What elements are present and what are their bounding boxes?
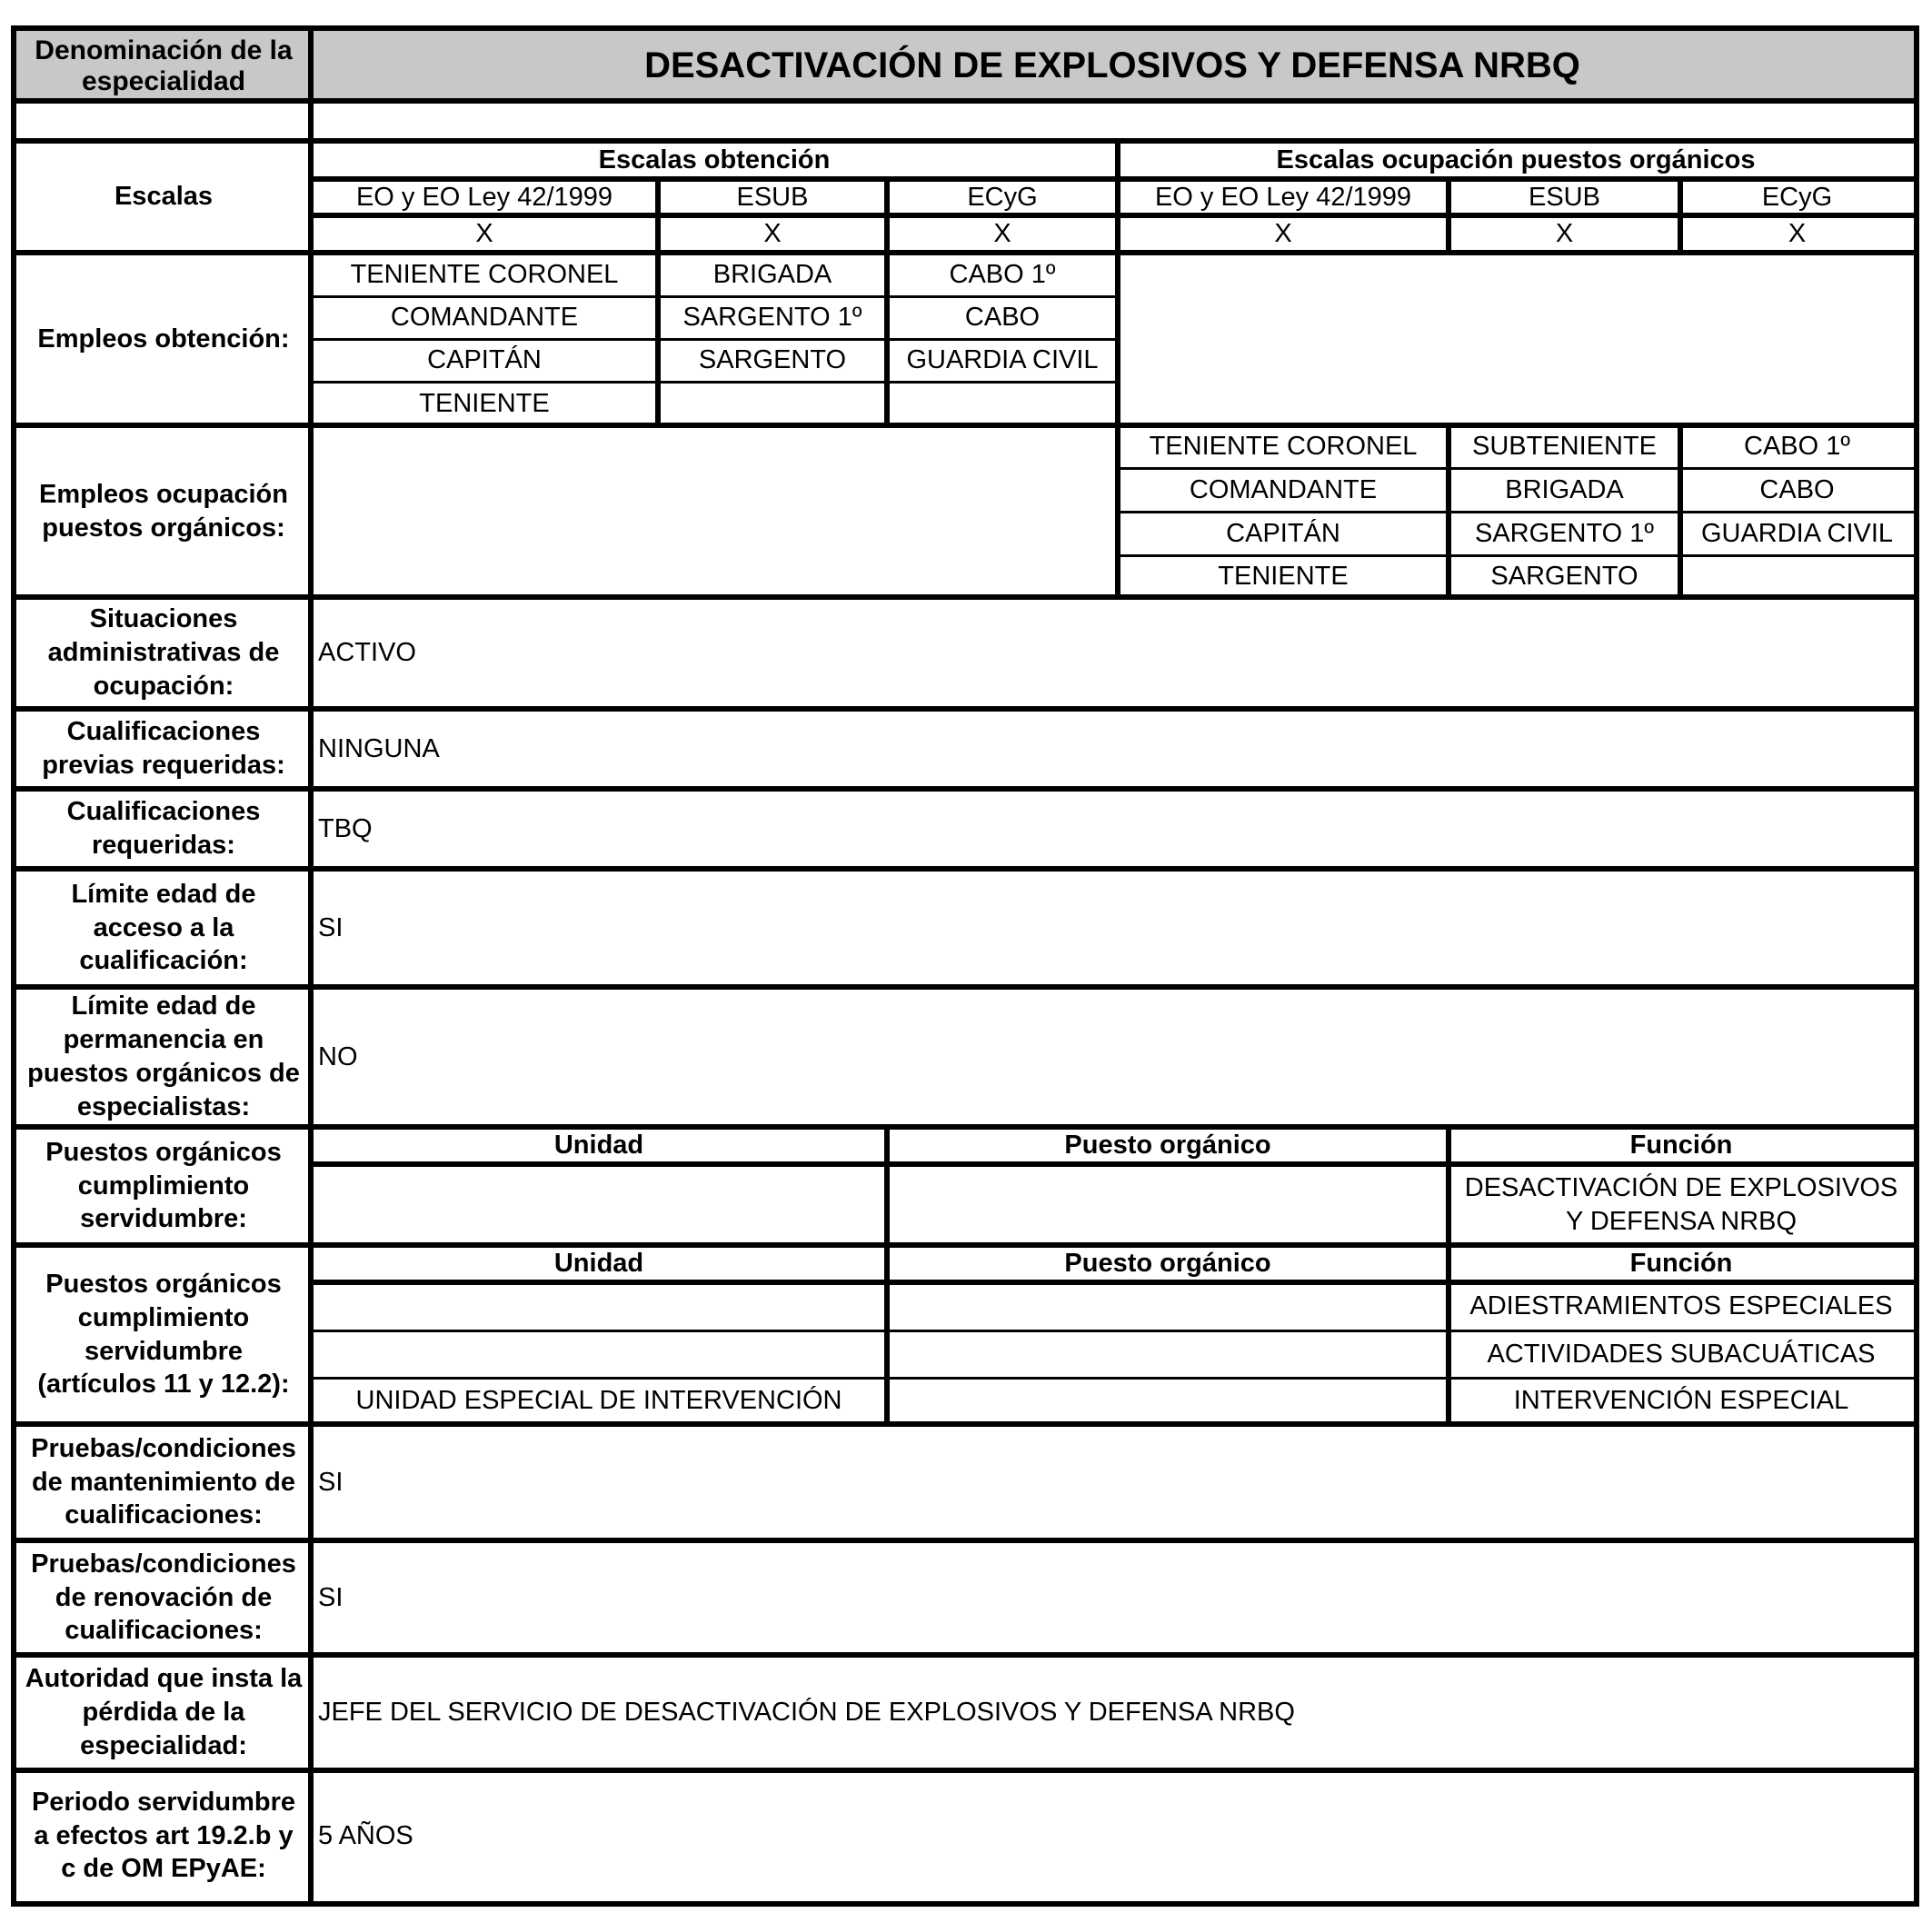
rule-h: [16, 423, 1914, 428]
escala-col-header: ESUB: [736, 182, 809, 212]
rule-h: [311, 381, 1118, 384]
empleo-cell: BRIGADA: [1505, 474, 1624, 504]
column-header: Unidad: [553, 1131, 644, 1161]
escalas-label: Escalas: [114, 182, 214, 212]
column-header: Función: [1629, 1249, 1733, 1279]
rule-h: [16, 1652, 1914, 1658]
rule-v: [1446, 1127, 1451, 1245]
rule-h: [1118, 467, 1914, 470]
periodo-value: 5 AÑOS: [318, 1820, 413, 1850]
escala-col-header: ECyG: [967, 182, 1038, 212]
rule-v: [1115, 425, 1120, 597]
situaciones-label: Situaciones administrativas de ocupación:: [47, 604, 280, 701]
empleo-cell: CABO: [1759, 474, 1835, 504]
rule-v: [655, 179, 661, 253]
rule-h: [16, 138, 1914, 144]
cualif-requeridas-label: Cualificaciones requeridas:: [66, 797, 261, 860]
rule-v: [1678, 179, 1683, 253]
empleo-cell: SARGENTO 1º: [1475, 518, 1654, 548]
cualif-requeridas-value: TBQ: [318, 813, 373, 843]
rule-h: [16, 1124, 1914, 1130]
rule-v: [1446, 179, 1451, 253]
puesto-cell: [887, 1330, 1449, 1378]
puestos-servidumbre-art-label: Puestos orgánicos cumplimiento servidumbre (artículos 11 y 12.2):: [37, 1269, 290, 1400]
rule-h: [311, 295, 1118, 298]
puesto-cell: [887, 1164, 1449, 1245]
rule-h: [311, 338, 1118, 341]
blank-cell: [16, 101, 311, 141]
column-header: Puesto orgánico: [1064, 1249, 1271, 1279]
puesto-cell: INTERVENCIÓN ESPECIAL: [1513, 1386, 1849, 1416]
escala-mark: X: [1555, 219, 1574, 249]
empleo-cell: CAPITÁN: [1226, 518, 1340, 548]
autoridad-label: Autoridad que insta la pérdida de la especialidad:: [25, 1664, 303, 1760]
escala-mark: X: [763, 219, 782, 249]
puesto-cell: ACTIVIDADES SUBACUÁTICAS: [1487, 1339, 1876, 1369]
empleo-cell: SARGENTO 1º: [682, 303, 862, 333]
rule-h: [16, 250, 1914, 255]
rule-h: [16, 98, 1914, 104]
specialty-table: [16, 31, 1914, 1901]
empleo-cell: COMANDANTE: [390, 303, 579, 333]
rule-h: [16, 866, 1914, 872]
rule-v: [884, 253, 890, 425]
escala-col-header: ESUB: [1529, 182, 1600, 212]
rule-v: [308, 31, 314, 1901]
cualif-previas-label: Cualificaciones previas requeridas:: [42, 717, 285, 780]
specialty-sheet: [11, 25, 1919, 1907]
rule-h: [16, 706, 1914, 712]
pruebas-mantenimiento-label: Pruebas/condiciones de mantenimiento de cualificaciones:: [31, 1433, 296, 1530]
rule-h: [16, 594, 1914, 600]
escala-mark: X: [993, 219, 1011, 249]
cualif-previas-value: NINGUNA: [318, 733, 440, 763]
rule-v: [1678, 425, 1683, 597]
rule-v: [884, 179, 890, 253]
empleos-obtencion-label: Empleos obtención:: [37, 324, 290, 354]
rule-h: [16, 786, 1914, 792]
empleo-cell: CABO 1º: [949, 259, 1056, 289]
empleo-cell: GUARDIA CIVIL: [1700, 518, 1894, 548]
rule-h: [1118, 554, 1914, 557]
empleo-cell: SARGENTO: [698, 345, 847, 375]
empleo-cell: TENIENTE: [419, 388, 550, 418]
limite-permanencia-value: NO: [318, 1041, 358, 1071]
specialty-title: DESACTIVACIÓN DE EXPLOSIVOS Y DEFENSA NRBQ: [311, 31, 1914, 101]
column-header: Unidad: [553, 1249, 644, 1279]
pruebas-renovacion-label: Pruebas/condiciones de renovación de cualificaciones:: [31, 1549, 296, 1646]
escala-col-header: EO y EO Ley 42/1999: [1154, 182, 1412, 212]
autoridad-value: JEFE DEL SERVICIO DE DESACTIVACIÓN DE EXPLOSIVOS Y DEFENSA NRBQ: [318, 1698, 1295, 1728]
rule-v: [1115, 179, 1120, 253]
rule-v: [1446, 425, 1451, 597]
situaciones-value: ACTIVO: [318, 638, 416, 668]
puesto-cell: [311, 1282, 887, 1330]
periodo-label: Periodo servidumbre a efectos art 19.2.b y c de OM EPyAE:: [31, 1787, 296, 1884]
rule-v: [884, 1127, 890, 1245]
puesto-cell: [311, 1164, 887, 1245]
puestos-servidumbre-label: Puestos orgánicos cumplimiento servidumbre:: [45, 1137, 282, 1234]
empleo-cell: GUARDIA CIVIL: [906, 345, 1099, 375]
puesto-cell: [887, 1282, 1449, 1330]
empleo-cell: TENIENTE CORONEL: [350, 259, 619, 289]
specialty-label: Denominación de la especialidad: [16, 31, 311, 101]
empleos-ocupacion-label: Empleos ocupación puestos orgánicos:: [39, 479, 288, 543]
rule-h: [311, 1161, 1914, 1167]
empleo-cell: CABO: [964, 303, 1041, 333]
puesto-cell: UNIDAD ESPECIAL DE INTERVENCIÓN: [355, 1386, 842, 1416]
rule-h: [311, 1330, 1914, 1332]
rule-v: [655, 253, 661, 425]
empleo-cell: SARGENTO: [1490, 561, 1638, 591]
escala-col-header: ECyG: [1761, 182, 1833, 212]
empleo-cell: COMANDANTE: [1189, 474, 1378, 504]
puesto-cell: [887, 1378, 1449, 1424]
blank-cell: [311, 101, 1914, 141]
limite-permanencia-label: Límite edad de permanencia en puestos orgánicos de especialistas:: [27, 991, 300, 1121]
rule-h: [16, 1538, 1914, 1543]
empleo-cell: BRIGADA: [712, 259, 832, 289]
column-header: Función: [1629, 1131, 1733, 1161]
escalas-ocupacion-title: Escalas ocupación puestos orgánicos: [1276, 144, 1756, 174]
rule-h: [1118, 511, 1914, 513]
escala-mark: X: [475, 219, 493, 249]
limite-acceso-label: Límite edad de acceso a la cualificación:: [71, 879, 256, 976]
empleo-cell: SUBTENIENTE: [1471, 432, 1658, 462]
rule-h: [16, 1242, 1914, 1248]
column-header: Puesto orgánico: [1064, 1131, 1271, 1161]
empleo-cell: CABO 1º: [1744, 432, 1850, 462]
puesto-cell: [311, 1330, 887, 1378]
rule-h: [311, 176, 1914, 182]
rule-v: [1115, 141, 1120, 179]
pruebas-mantenimiento-value: SI: [318, 1467, 344, 1497]
escalas-obtencion-title: Escalas obtención: [598, 144, 831, 174]
escala-mark: X: [1274, 219, 1292, 249]
empleo-cell: TENIENTE: [1218, 561, 1349, 591]
rule-v: [1115, 253, 1120, 425]
empleo-cell: [1680, 555, 1914, 597]
rule-v: [884, 1245, 890, 1424]
rule-h: [311, 1377, 1914, 1380]
puesto-cell: ADIESTRAMIENTOS ESPECIALES: [1469, 1291, 1893, 1321]
limite-acceso-value: SI: [318, 912, 344, 942]
rule-h: [16, 984, 1914, 990]
empleo-cell: TENIENTE CORONEL: [1149, 432, 1418, 462]
rule-h: [16, 1421, 1914, 1427]
pruebas-renovacion-value: SI: [318, 1582, 344, 1612]
escala-mark: X: [1788, 219, 1807, 249]
rule-h: [16, 1768, 1914, 1773]
rule-h: [311, 213, 1914, 218]
rule-v: [1446, 1245, 1451, 1424]
empleo-cell: CAPITÁN: [427, 345, 542, 375]
rule-h: [311, 1280, 1914, 1285]
empleo-cell: [658, 382, 887, 425]
empleo-cell: [887, 382, 1118, 425]
escala-col-header: EO y EO Ley 42/1999: [355, 182, 613, 212]
puesto-cell: DESACTIVACIÓN DE EXPLOSIVOS Y DEFENSA NRBQ: [1464, 1172, 1898, 1236]
